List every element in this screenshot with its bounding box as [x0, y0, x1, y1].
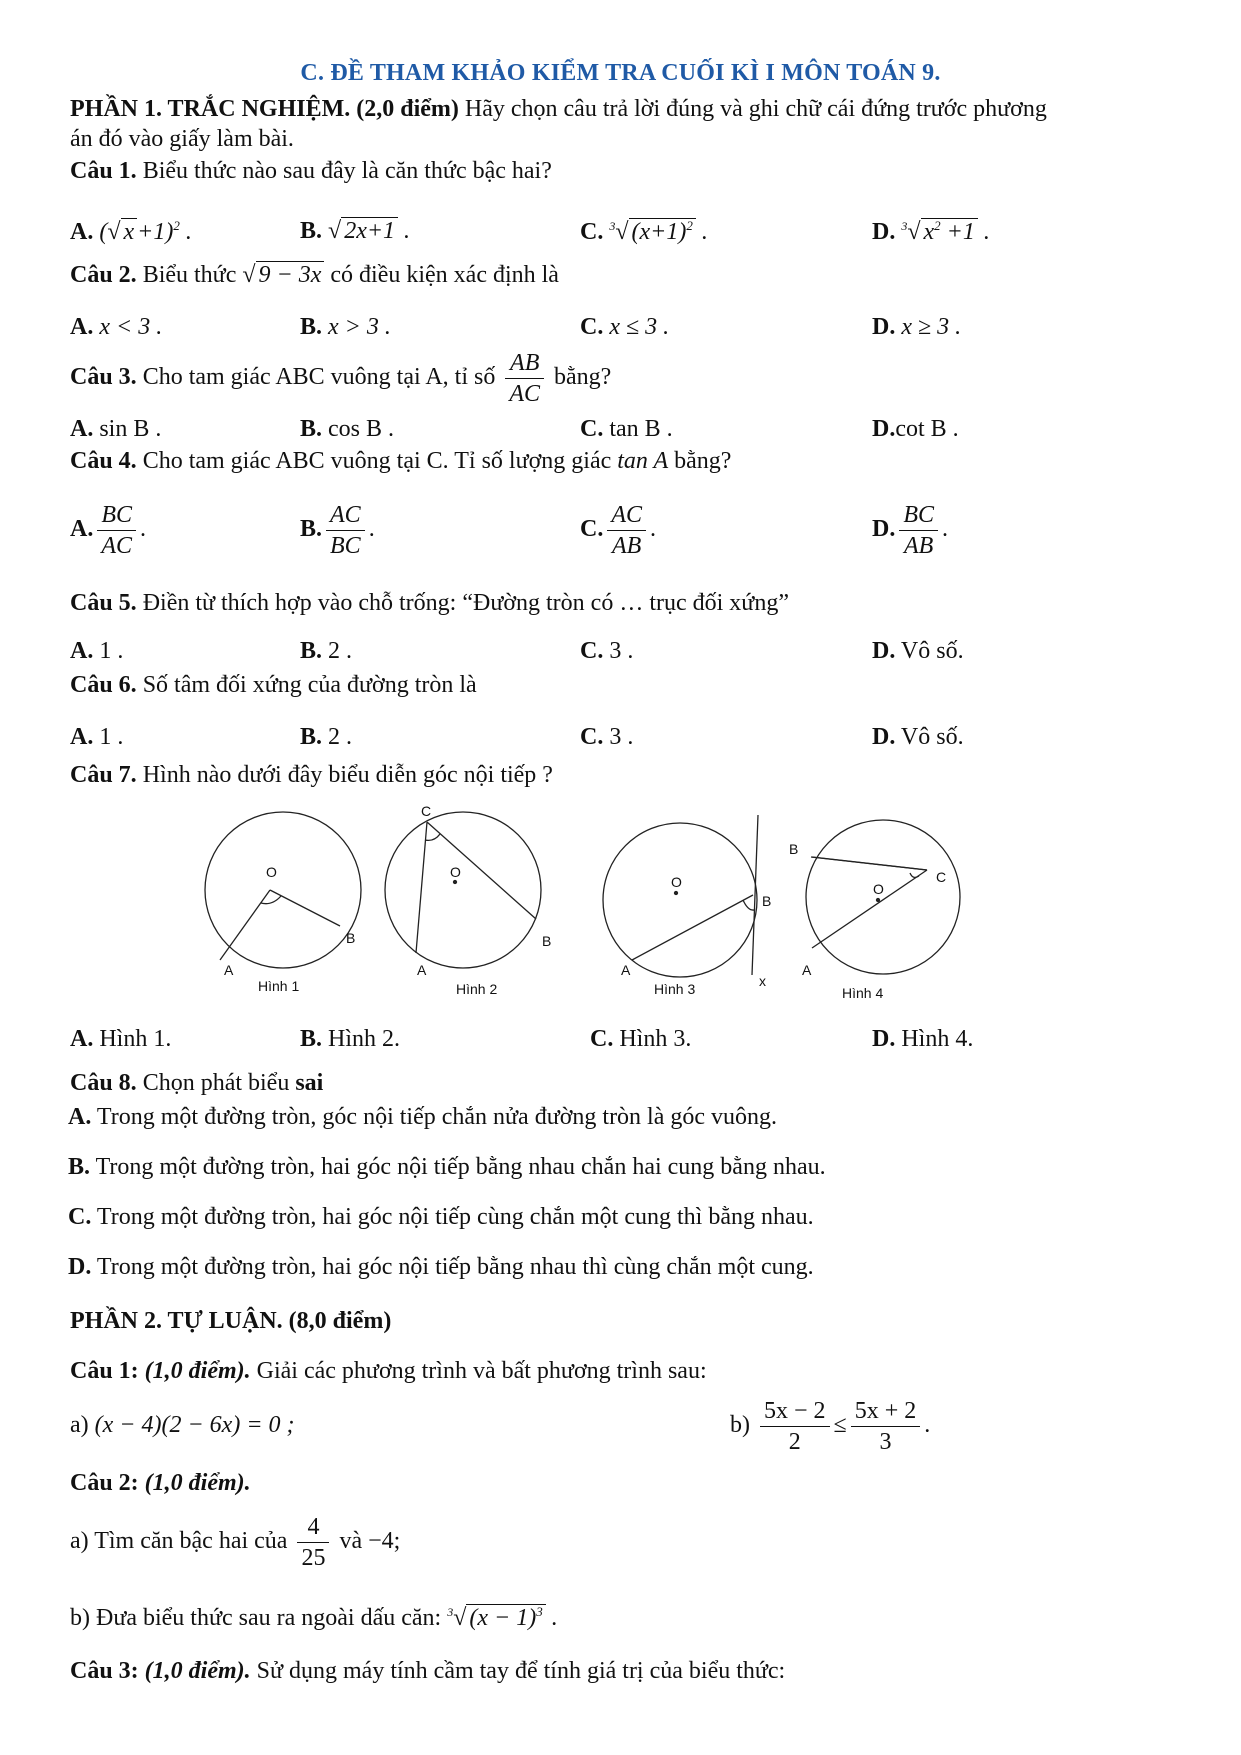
- part2-heading: PHẦN 2. TỰ LUẬN. (8,0 điểm): [70, 1308, 392, 1334]
- e2-a-den: 25: [301, 1545, 326, 1571]
- fig2-segment-ca: [416, 822, 427, 953]
- q8-label: Câu 8.: [70, 1070, 137, 1096]
- fig2-circle: [385, 812, 541, 968]
- fig4-point-c: C: [936, 869, 947, 885]
- fig2-point-c: C: [421, 803, 432, 819]
- fig2-point-b: B: [542, 933, 552, 949]
- q3-numerator: AB: [505, 348, 544, 379]
- fig3-center-dot: [675, 892, 678, 895]
- e1-points: (1,0 điểm).: [144, 1358, 251, 1384]
- q7-option-c: [590, 1026, 691, 1053]
- q2-expr-radicand: 9 − 3x: [256, 261, 325, 288]
- e2-a-num: 4: [297, 1512, 329, 1543]
- q8-option-a: [68, 1104, 777, 1131]
- q3-c-label: C.: [580, 416, 604, 442]
- q3-a-label: A.: [70, 416, 94, 442]
- q2-option-c: [580, 314, 669, 341]
- q1-c-label: C.: [580, 219, 604, 245]
- q4-d-fraction: [899, 500, 938, 561]
- fig4-angle-arc: [910, 873, 919, 877]
- fig2-point-a: A: [417, 962, 427, 978]
- e2-part-b: [70, 1604, 558, 1632]
- q5-b-label: B.: [300, 638, 323, 664]
- e2-b-expr: $^3$√ $(x - 1)^3$ .: [447, 1604, 558, 1631]
- fig2-point-o: O: [450, 864, 461, 880]
- e2-b-text: b) Đưa biểu thức sau ra ngoài dấu căn:: [70, 1605, 442, 1631]
- q2-a-label: A.: [70, 314, 94, 340]
- q3-d-label: D.: [872, 416, 896, 442]
- q4-option-b: B. $\frac{AC}{BC}$ .: [300, 502, 375, 559]
- q1-option-d: [872, 218, 990, 246]
- e1-part-b: [730, 1396, 930, 1457]
- e1-b-fraction-left: [760, 1396, 830, 1457]
- q1-text: Biểu thức nào sau đây là căn thức bậc hai?: [142, 158, 552, 184]
- q3-b-label: B.: [300, 416, 323, 442]
- q3-b-value: cos B .: [328, 416, 395, 442]
- q1-d-expr: $^3$√ $x^2 +1$ .: [901, 218, 990, 245]
- fig3-segment-ba: [632, 895, 753, 960]
- q4-line: [70, 448, 731, 475]
- e1-part-a: [70, 1412, 295, 1439]
- q8-b-label: B.: [68, 1154, 91, 1180]
- q2-option-a: [70, 314, 162, 341]
- q3-line: [70, 348, 611, 409]
- q8-option-c: [68, 1204, 814, 1231]
- q3-d-value: cot B .: [895, 416, 959, 442]
- q3-option-b: [300, 416, 394, 443]
- q2-text-before: Biểu thức: [142, 262, 237, 288]
- e2-part-a: [70, 1512, 400, 1573]
- q4-c-label: C.: [580, 516, 604, 543]
- fig3-point-b: B: [762, 893, 772, 909]
- q8-line: [70, 1070, 323, 1097]
- q2-option-d: [872, 314, 961, 341]
- fig3-point-o: O: [671, 874, 682, 890]
- q1-option-c: [580, 218, 708, 246]
- fig4-segment-ca: [812, 870, 927, 948]
- part1-heading: PHẦN 1. TRẮC NGHIỆM. (2,0 điểm): [70, 96, 459, 122]
- q1-a-expr: (√ x +1)$^2$ .: [99, 218, 192, 245]
- q7-figures: [180, 800, 1060, 1010]
- q6-c-label: C.: [580, 724, 604, 750]
- q4-c-num: AC: [607, 500, 646, 531]
- e2-line: [70, 1470, 251, 1497]
- q4-text-after: bằng?: [674, 448, 732, 474]
- q1-option-a: [70, 218, 192, 246]
- e1-label: Câu 1:: [70, 1358, 139, 1384]
- q6-a-value: 1 .: [99, 724, 124, 750]
- q7-option-d: [872, 1026, 973, 1053]
- q8-emphasis: sai: [295, 1070, 324, 1096]
- q7-line: [70, 762, 553, 789]
- fig3-angle-arc: [743, 900, 754, 910]
- e2-a-after: và −4;: [339, 1528, 401, 1555]
- fig2-center-dot: [454, 881, 457, 884]
- q4-c-fraction: [607, 500, 646, 561]
- q5-a-label: A.: [70, 638, 94, 664]
- q3-text-after: bằng?: [554, 364, 612, 391]
- fig4-caption: Hình 4: [842, 985, 884, 1001]
- q6-line: [70, 672, 477, 699]
- q6-d-label: D.: [872, 724, 896, 750]
- e2-a-text: a) Tìm căn bậc hai của: [70, 1528, 288, 1555]
- q6-b-value: 2 .: [328, 724, 353, 750]
- q8-d-value: Trong một đường tròn, hai góc nội tiếp bằng nhau thì cùng chắn một cung.: [96, 1254, 814, 1280]
- q4-a-num: BC: [97, 500, 136, 531]
- q5-option-b: [300, 638, 352, 665]
- q2-option-b: [300, 314, 391, 341]
- q6-option-b: [300, 724, 352, 751]
- fig4-point-b: B: [789, 841, 799, 857]
- fig3-circle: [603, 823, 757, 977]
- e1-text: Giải các phương trình và bất phương trình sau:: [256, 1358, 707, 1384]
- q6-option-a: [70, 724, 123, 751]
- e1-b-num-left: 5x − 2: [760, 1396, 830, 1427]
- fig1-circle: [205, 812, 361, 968]
- page-title: C. ĐỀ THAM KHẢO KIỂM TRA CUỐI KÌ I MÔN TOÁN 9.: [300, 60, 941, 86]
- e2-a-fraction: [297, 1512, 329, 1573]
- q5-text: Điền từ thích hợp vào chỗ trống: “Đường tròn có … trục đối xứng”: [142, 590, 789, 616]
- q2-label: Câu 2.: [70, 262, 137, 288]
- q3-option-c: [580, 416, 673, 443]
- q4-expr: tan A: [617, 448, 669, 474]
- fig1-caption: Hình 1: [258, 978, 300, 994]
- e1-b-den-left: 2: [788, 1429, 801, 1455]
- q5-option-d: [872, 638, 964, 665]
- e1-b-label: b): [730, 1412, 750, 1439]
- fig4-segment-cb: [812, 857, 927, 870]
- q7-b-label: B.: [300, 1026, 323, 1052]
- q6-b-label: B.: [300, 724, 323, 750]
- q5-c-value: 3 .: [609, 638, 634, 664]
- q3-text-before: Cho tam giác ABC vuông tại A, tỉ số: [142, 364, 496, 391]
- q1-b-expr: √ 2x+1 .: [328, 218, 411, 244]
- q7-a-value: Hình 1.: [99, 1026, 172, 1052]
- e1-b-end: .: [924, 1412, 931, 1439]
- q8-text: Chọn phát biểu: [142, 1070, 290, 1096]
- q6-d-value: Vô số.: [900, 724, 964, 750]
- q3-fraction: [505, 348, 544, 409]
- fig2-angle-arc: [425, 834, 440, 840]
- fig1-point-b: B: [346, 930, 356, 946]
- q3-c-value: tan B .: [609, 416, 673, 442]
- fig4-center-dot: [877, 899, 880, 902]
- fig3-caption: Hình 3: [654, 981, 696, 997]
- q6-text: Số tâm đối xứng của đường tròn là: [142, 672, 477, 698]
- q4-a-fraction: [97, 500, 136, 561]
- e2-label: Câu 2:: [70, 1470, 139, 1496]
- q4-b-label: B.: [300, 516, 323, 543]
- q7-text: Hình nào dưới đây biểu diễn góc nội tiếp ?: [142, 762, 553, 788]
- fig1-segment-ob: [270, 890, 340, 926]
- q2-expr: √ 9 − 3x: [242, 261, 324, 288]
- q5-option-c: [580, 638, 633, 665]
- e3-text: Sử dụng máy tính cầm tay để tính giá trị của biểu thức:: [256, 1658, 786, 1684]
- q1-c-expr: $^3$√ $(x+1)^2$ .: [609, 218, 708, 245]
- q6-label: Câu 6.: [70, 672, 137, 698]
- q3-denominator: AC: [509, 381, 541, 407]
- q2-b-value: x > 3 .: [328, 314, 391, 340]
- q2-d-label: D.: [872, 314, 896, 340]
- q5-c-label: C.: [580, 638, 604, 664]
- q3-label: Câu 3.: [70, 364, 137, 391]
- q7-b-value: Hình 2.: [328, 1026, 401, 1052]
- q3-a-value: sin B .: [99, 416, 162, 442]
- q2-d-value: x ≥ 3 .: [901, 314, 962, 340]
- q5-option-a: [70, 638, 123, 665]
- q1-option-b: [300, 218, 410, 245]
- q1-d-label: D.: [872, 219, 896, 245]
- figure-2: [385, 803, 551, 997]
- q1-a-label: A.: [70, 219, 94, 245]
- e1-b-fraction-right: [851, 1396, 921, 1457]
- q5-label: Câu 5.: [70, 590, 137, 616]
- q7-label: Câu 7.: [70, 762, 137, 788]
- q4-c-den: AB: [612, 533, 642, 559]
- q7-c-label: C.: [590, 1026, 614, 1052]
- fig4-point-a: A: [802, 962, 812, 978]
- e3-label: Câu 3:: [70, 1658, 139, 1684]
- q7-d-value: Hình 4.: [901, 1026, 974, 1052]
- e1-b-relation: ≤: [833, 1412, 847, 1439]
- fig2-caption: Hình 2: [456, 981, 498, 997]
- q7-option-b: [300, 1026, 400, 1053]
- e3-line: [70, 1658, 785, 1685]
- q4-d-num: BC: [899, 500, 938, 531]
- q7-a-label: A.: [70, 1026, 94, 1052]
- q7-d-label: D.: [872, 1026, 896, 1052]
- q8-c-label: C.: [68, 1204, 92, 1230]
- fig1-point-o: O: [266, 864, 277, 880]
- q2-c-value: x ≤ 3 .: [609, 314, 670, 340]
- q6-a-label: A.: [70, 724, 94, 750]
- e1-a-expr: (x − 4)(2 − 6x) = 0 ;: [94, 1412, 295, 1438]
- q4-b-num: AC: [326, 500, 365, 531]
- q8-option-d: [68, 1254, 814, 1281]
- q7-c-value: Hình 3.: [619, 1026, 692, 1052]
- q8-b-value: Trong một đường tròn, hai góc nội tiếp bằng nhau chắn hai cung bằng nhau.: [95, 1154, 826, 1180]
- q8-c-value: Trong một đường tròn, hai góc nội tiếp cùng chắn một cung thì bằng nhau.: [96, 1204, 814, 1230]
- e1-b-den-right: 3: [879, 1429, 892, 1455]
- q4-b-fraction: [326, 500, 365, 561]
- fig1-point-a: A: [224, 962, 234, 978]
- part1-instruction-1: Hãy chọn câu trả lời đúng và ghi chữ cái đứng trước phương: [464, 96, 1047, 122]
- fig3-point-a: A: [621, 962, 631, 978]
- e1-b-num-right: 5x + 2: [851, 1396, 921, 1427]
- e3-points: (1,0 điểm).: [144, 1658, 251, 1684]
- q4-a-label: A.: [70, 516, 94, 543]
- q8-d-label: D.: [68, 1254, 92, 1280]
- q2-b-label: B.: [300, 314, 323, 340]
- part1-line1: [70, 96, 1047, 123]
- e1-a-label: a): [70, 1412, 89, 1438]
- q2-line: [70, 262, 559, 289]
- q2-a-value: x < 3 .: [99, 314, 163, 340]
- q1-line: [70, 158, 552, 185]
- q8-a-label: A.: [68, 1104, 92, 1130]
- q6-option-c: [580, 724, 633, 751]
- q4-option-a: A. $\frac{BC}{AC}$ .: [70, 502, 147, 559]
- fig3-point-x: x: [759, 973, 766, 989]
- q2-c-label: C.: [580, 314, 604, 340]
- q4-option-d: D. $\frac{BC}{AB}$ .: [872, 502, 949, 559]
- q4-d-label: D.: [872, 516, 896, 543]
- q8-option-b: [68, 1154, 826, 1181]
- q4-b-den: BC: [330, 533, 361, 559]
- fig1-angle-arc: [261, 896, 281, 904]
- q2-text-after: có điều kiện xác định là: [330, 262, 559, 288]
- q8-a-value: Trong một đường tròn, góc nội tiếp chắn nửa đường tròn là góc vuông.: [96, 1104, 778, 1130]
- q6-c-value: 3 .: [609, 724, 634, 750]
- q5-a-value: 1 .: [99, 638, 124, 664]
- q3-option-d: [872, 416, 959, 443]
- q5-d-value: Vô số.: [900, 638, 964, 664]
- figure-1: [205, 812, 361, 994]
- fig4-point-o: O: [873, 881, 884, 897]
- q3-option-a: [70, 416, 161, 443]
- figure-4: [789, 820, 960, 1001]
- q4-text-before: Cho tam giác ABC vuông tại C. Tỉ số lượng giác: [142, 448, 612, 474]
- q5-d-label: D.: [872, 638, 896, 664]
- q7-option-a: [70, 1026, 171, 1053]
- fig1-segment-oa: [220, 890, 270, 960]
- q4-d-den: AB: [904, 533, 934, 559]
- q4-label: Câu 4.: [70, 448, 137, 474]
- e2-points: (1,0 điểm).: [144, 1470, 251, 1496]
- figure-3: [603, 815, 771, 997]
- q5-b-value: 2 .: [328, 638, 353, 664]
- q4-option-c: C. $\frac{AC}{AB}$ .: [580, 502, 657, 559]
- q4-a-den: AC: [101, 533, 133, 559]
- q6-option-d: [872, 724, 964, 751]
- part1-instruction-2: án đó vào giấy làm bài.: [70, 126, 294, 152]
- q5-line: [70, 590, 789, 617]
- q1-label: Câu 1.: [70, 158, 137, 184]
- fig4-circle: [806, 820, 960, 974]
- e1-line: [70, 1358, 707, 1385]
- q1-b-label: B.: [300, 218, 323, 244]
